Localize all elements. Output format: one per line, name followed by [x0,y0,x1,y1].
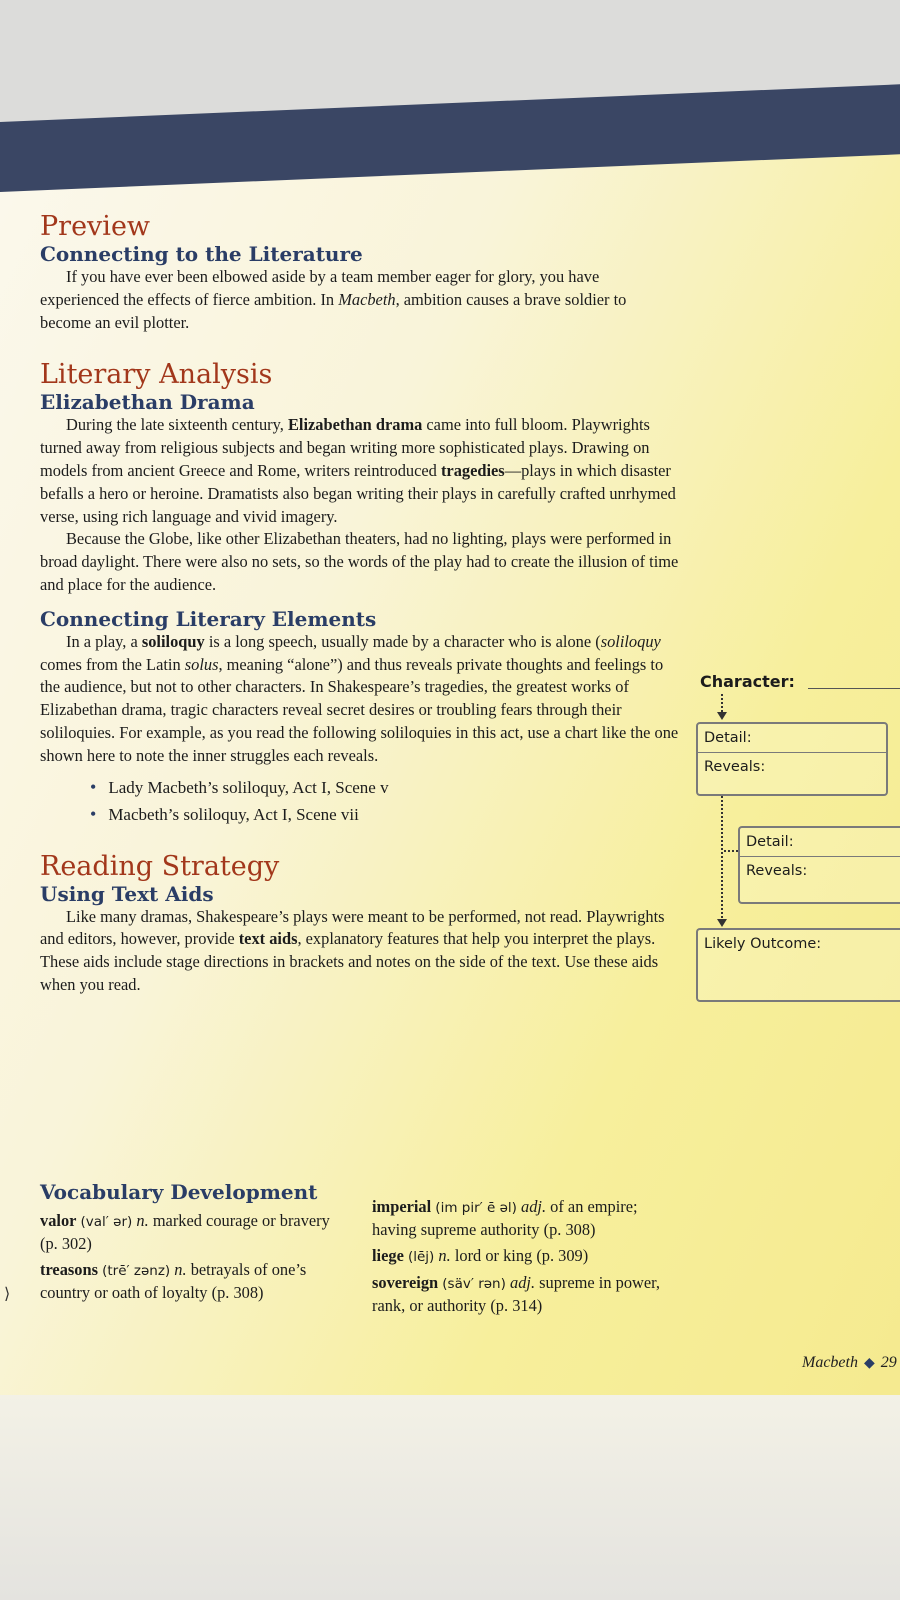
vocab-definition: betrayals of one’s country or oath of loyalty (p. 308) [40,1260,307,1302]
soliloquy-list [40,774,680,828]
page-footer [802,1354,897,1372]
text-span: In a play, a [66,631,142,651]
chart-dotted-connector [724,850,738,852]
term-text-aids: text aids [238,929,298,949]
page-bottom-edge [0,1395,900,1600]
margin-check-mark: ⟩ [4,1284,11,1303]
vocab-definition: lord or king (p. 309) [454,1246,589,1265]
vocab-pronunciation: (val′ ər) [80,1214,133,1230]
globe-paragraph: Because the Globe, like other Elizabethan theaters, had no lighting, plays were performed in broad daylight. There were also no sets, so the words of the play had to create the illusion of time and place for the audience. [40,529,679,594]
vocab-pronunciation: (lēj) [407,1249,435,1265]
chart-arrow-down-icon [717,919,727,927]
vocab-entry-imperial [372,1196,682,1241]
term-elizabethan-drama: Elizabethan drama [287,415,423,435]
vocab-entry-liege [372,1245,682,1268]
vocab-word: imperial [372,1197,432,1216]
vocab-part-of-speech: adj. [521,1197,547,1216]
chart-arrow-down-icon [717,712,727,720]
chart-reveals-label: Reveals: [698,752,886,781]
chart-reveals-label: Reveals: [740,856,900,885]
diamond-icon: ◆ [863,1356,875,1371]
text-span: comes from the Latin [40,654,185,674]
main-column [40,212,680,997]
vocab-definition: of an empire; having supreme authority (p. 308) [372,1197,638,1239]
vocab-pronunciation: (säv′ rən) [442,1276,506,1292]
vocab-definition: marked courage or bravery (p. 302) [40,1211,330,1253]
preview-heading: Preview [40,211,151,242]
vocab-part-of-speech: n. [438,1246,451,1265]
list-item: • Macbeth’s soliloquy, Act I, Scene vii [90,801,680,828]
soliloquy-paragraph [40,631,680,768]
vocab-column-left [40,1210,340,1308]
elizabethan-drama-subheading: Elizabethan Drama [40,390,255,415]
text-aids-subheading: Using Text Aids [40,881,214,906]
term-tragedies: tragedies [440,460,505,480]
vocab-word: liege [372,1246,404,1265]
vocab-entry-sovereign [372,1272,682,1317]
chart-outcome-label: Likely Outcome: [704,936,822,952]
chart-detail-label: Detail: [704,730,752,746]
connecting-elements-section [40,607,680,828]
footer-page-number: 29 [880,1354,897,1371]
vocab-entry-treasons [40,1259,340,1304]
preview-text-end: , ambition causes a brave soldier to become an evil plotter. [40,289,627,332]
elizabethan-drama-paragraph [40,414,680,528]
vocab-word: treasons [40,1260,98,1279]
vocab-part-of-speech: n. [136,1211,149,1230]
vocab-entry-valor [40,1210,340,1255]
literary-analysis-section [40,360,680,596]
preview-title-macbeth: Macbeth [338,289,396,309]
chart-dotted-connector [721,796,723,918]
preview-subheading: Connecting to the Literature [40,242,363,266]
text-span: , explanatory features that help you interpret the plays. These aids include stage directions in brackets and notes on the side of the text. Use these aids when you read. [40,929,659,994]
chart-character-blank-line [808,688,900,689]
text-span: During the late sixteenth century, [66,415,288,435]
text-span: —plays in which disaster befalls a hero or heroine. Dramatists also began writing their plays in carefully crafted unrhymed verse, using rich language and vivid imagery. [40,460,676,526]
term-soliloquy: soliloquy [141,631,205,651]
text-span: is a long speech, usually made by a character who is alone ( [204,631,601,651]
vocab-word: valor [40,1211,77,1230]
chart-box-second [738,826,900,904]
italic-solus: solus [184,654,219,674]
chart-dotted-connector [721,694,723,712]
vocab-column-right [372,1196,682,1321]
vocab-part-of-speech: adj. [510,1273,536,1292]
preview-paragraph [40,266,680,334]
reading-strategy-heading: Reading Strategy [40,850,280,882]
connecting-elements-subheading: Connecting Literary Elements [40,606,377,631]
text-span: , meaning “alone”) and thus reveals private thoughts and feelings to the audience, but not to other characters. In Shakespeare’s tragedies, the greatest works of Elizabethan drama, tragic characters reveal secret desires or troubling fears through their soliloquies. For example, as you read the following soliloquies in this act, use a chart like the one shown here to note the inner struggles each reveals. [40,654,679,765]
list-item: • Lady Macbeth’s soliloquy, Act I, Scene v [90,774,680,801]
preview-text: If you have ever been elbowed aside by a team member eager for glory, you have experienced the effects of fierce ambition. In [40,267,600,309]
vocab-definition: supreme in power, rank, or authority (p. 314) [372,1273,661,1315]
vocab-part-of-speech: n. [174,1260,187,1279]
text-span: came into full bloom. Playwrights turned away from religious subjects and began writing more sophisticated plays. Drawing on models from ancient Greece and Rome, writers reintroduced [40,415,650,480]
text-span: Like many dramas, Shakespeare’s plays were meant to be performed, not read. Playwrights and editors, however, provide [40,906,665,949]
vocab-pronunciation: (im pir′ ē əl) [435,1200,517,1216]
vocab-word: sovereign [372,1273,439,1292]
chart-detail-label: Detail: [746,834,794,850]
vocab-pronunciation: (trē′ zənz) [102,1263,171,1279]
chart-box-first [696,722,888,796]
vocabulary-heading: Vocabulary Development [40,1180,318,1204]
text-aids-paragraph [40,906,680,997]
chart-box-outcome [696,928,900,1002]
literary-analysis-heading: Literary Analysis [40,359,273,391]
chart-character-label: Character: [700,672,795,691]
reading-strategy-section [40,852,680,997]
italic-soliloquy: soliloquy [600,631,661,651]
footer-title: Macbeth [802,1354,858,1371]
character-chart [700,672,900,1032]
